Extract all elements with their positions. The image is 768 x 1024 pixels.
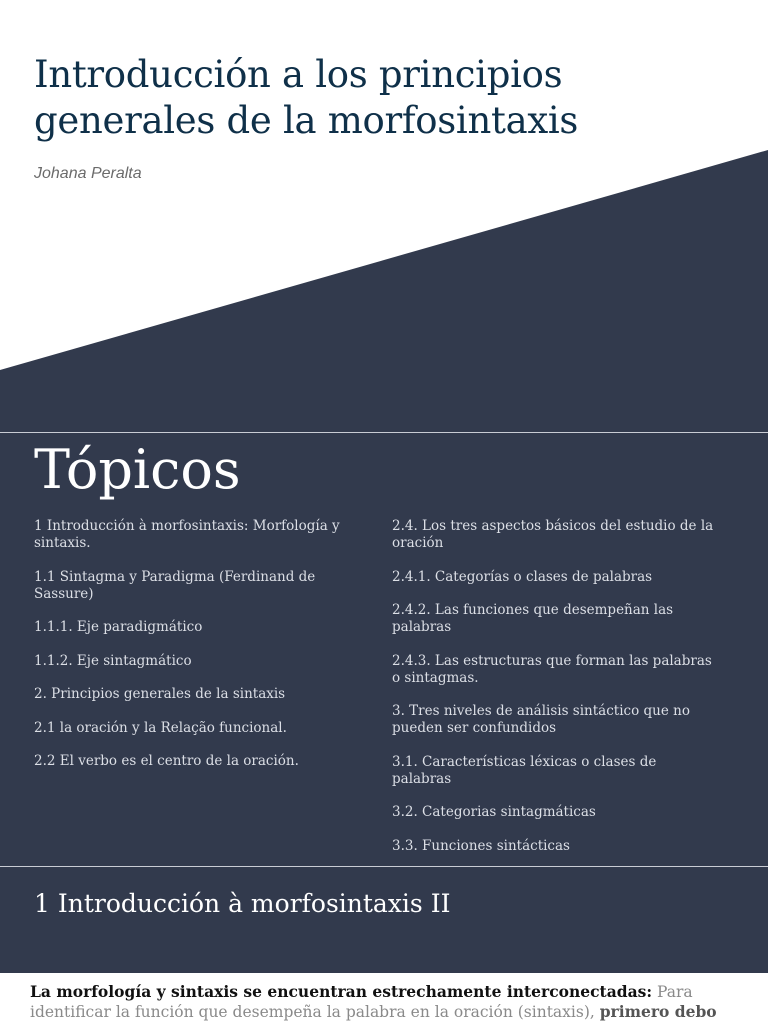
topics-heading: Tópicos <box>34 438 241 501</box>
body-text-span: Para identificar la función que desempeña la palabra en la oración (sintaxis), <box>30 983 693 1021</box>
author-name: Johana Peralta <box>34 165 142 182</box>
lead-bold-text: La morfología y sintaxis se encuentran estrechamente interconectadas: <box>30 982 653 1001</box>
topic-item[interactable]: 2.4.1. Categorías o clases de palabras <box>392 568 653 585</box>
topic-item[interactable]: 2. Principios generales de la sintaxis <box>34 686 286 702</box>
trailing-bold-text: primero debo <box>599 1002 717 1021</box>
topic-item[interactable]: 1.1.1. Eje paradigmático <box>34 619 203 635</box>
topic-item[interactable]: 1 Introducción à morfosintaxis: Morfología y sintaxis. <box>34 518 340 551</box>
section-heading: 1 Introducción à morfosintaxis II <box>34 889 451 918</box>
topic-item[interactable]: 1.1.2. Eje sintagmático <box>34 652 192 669</box>
topics-section <box>0 432 768 867</box>
topic-item[interactable]: 2.4.3. Las estructuras que forman las palabras o sintagmas. <box>392 652 712 686</box>
topic-item[interactable]: 2.4.2. Las funciones que desempeñan las palabras <box>392 602 674 635</box>
section-header <box>0 866 768 973</box>
topic-item[interactable]: 1.1 Sintagma y Paradigma (Ferdinand de Sassure) <box>34 568 316 602</box>
topic-item[interactable]: 2.1 la oración y la Relação funcional. <box>34 719 287 736</box>
topic-item[interactable]: 3. Tres niveles de análisis sintáctico que no pueden ser confundidos <box>392 703 690 736</box>
body-paragraph <box>30 982 720 1022</box>
topic-item[interactable]: 2.2 El verbo es el centro de la oración. <box>34 753 299 769</box>
topics-list-left <box>34 518 356 787</box>
topics-list-right <box>392 518 714 871</box>
topic-item[interactable]: 3.3. Funciones sintácticas <box>392 837 570 854</box>
topic-item[interactable]: 2.4. Los tres aspectos básicos del estudio de la oración <box>392 518 714 551</box>
topic-item[interactable]: 3.2. Categorias sintagmáticas <box>392 804 596 820</box>
cover-hero <box>0 0 768 432</box>
document-title: Introducción a los principios generales de la morfosintaxis <box>34 53 579 142</box>
topic-item[interactable]: 3.1. Características léxicas o clases de palabras <box>392 753 657 787</box>
